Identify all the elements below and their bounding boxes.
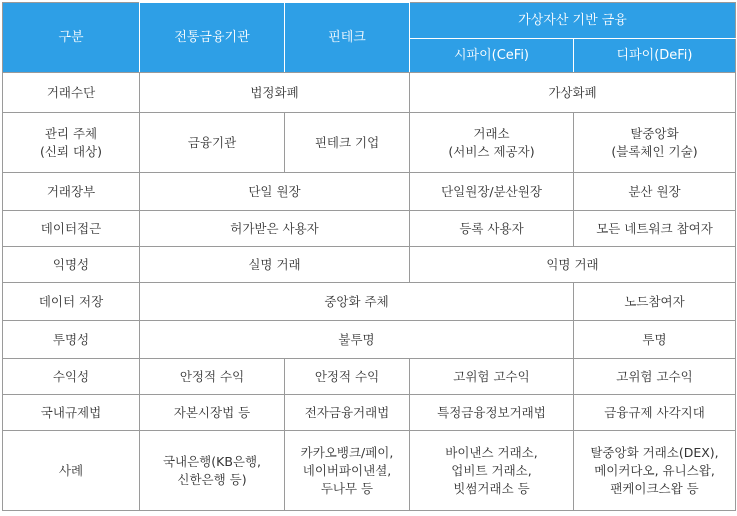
row-anonymity [3, 247, 736, 283]
cell-line: 카카오뱅크/페이, [300, 444, 394, 460]
row-transparency [3, 321, 736, 359]
cell-line: 거래소 [473, 125, 510, 141]
cell-cefi [410, 113, 574, 173]
row-label: 국내규제법 [3, 395, 140, 431]
row-label: 데이터 저장 [3, 283, 140, 321]
cell-defi: 투명 [574, 321, 736, 359]
cell-defi: 모든 네트워크 참여자 [574, 211, 736, 247]
cell-line: 국내은행(KB은행, [162, 453, 262, 469]
cell-traditional-fintech: 허가받은 사용자 [140, 211, 410, 247]
row-profit [3, 359, 736, 395]
row-storage [3, 283, 736, 321]
cell-defi: 금융규제 사각지대 [574, 395, 736, 431]
header-virtual-asset: 가상자산 기반 금융 [410, 3, 736, 39]
cell-traditional: 안정적 수익 [140, 359, 285, 395]
cell-fintech: 전자금융거래법 [285, 395, 410, 431]
cell-defi: 분산 원장 [574, 173, 736, 211]
cell-defi: 고위험 고수익 [574, 359, 736, 395]
cell-traditional [140, 431, 285, 511]
cell-cefi: 단일원장/분산원장 [410, 173, 574, 211]
row-manager [3, 113, 736, 173]
header-defi: 디파이(DeFi) [574, 39, 736, 73]
cell-line: 네이버파이낸셜, [302, 462, 392, 478]
cell-cefi [410, 431, 574, 511]
row-means [3, 73, 736, 113]
cell-span: 불투명 [140, 321, 574, 359]
cell-span: 중앙화 주체 [140, 283, 574, 321]
row-label: 사례 [3, 431, 140, 511]
cell-virtual: 익명 거래 [410, 247, 736, 283]
cell-line: (서비스 제공자) [448, 143, 535, 159]
row-regulation [3, 395, 736, 431]
cell-line: 팬케이크스왑 등 [610, 480, 699, 496]
cell-traditional: 금융기관 [140, 113, 285, 173]
header-gubun: 구분 [3, 3, 140, 73]
cell-cefi: 특정금융정보거래법 [410, 395, 574, 431]
comparison-table [2, 2, 736, 511]
header-row-1 [3, 3, 736, 39]
cell-line: (블록체인 기술) [611, 143, 698, 159]
cell-line: 업비트 거래소, [451, 462, 532, 478]
cell-line: 탈중앙화 [630, 125, 679, 141]
label-line: 관리 주체 [44, 125, 98, 141]
cell-fintech: 안정적 수익 [285, 359, 410, 395]
cell-line: 두나무 등 [320, 480, 374, 496]
row-label: 익명성 [3, 247, 140, 283]
header-fintech: 핀테크 [285, 3, 410, 73]
row-examples [3, 431, 736, 511]
cell-line: 탈중앙화 거래소(DEX), [590, 444, 719, 460]
cell-cefi: 등록 사용자 [410, 211, 574, 247]
cell-traditional-fintech: 법정화폐 [140, 73, 410, 113]
row-label: 거래수단 [3, 73, 140, 113]
cell-virtual: 가상화폐 [410, 73, 736, 113]
cell-traditional-fintech: 실명 거래 [140, 247, 410, 283]
cell-fintech [285, 431, 410, 511]
row-access [3, 211, 736, 247]
cell-traditional-fintech: 단일 원장 [140, 173, 410, 211]
row-label: 투명성 [3, 321, 140, 359]
cell-fintech: 핀테크 기업 [285, 113, 410, 173]
cell-defi: 노드참여자 [574, 283, 736, 321]
row-label: 데이터접근 [3, 211, 140, 247]
header-cefi: 시파이(CeFi) [410, 39, 574, 73]
cell-traditional: 자본시장법 등 [140, 395, 285, 431]
cell-line: 바이낸스 거래소, [445, 444, 538, 460]
cell-line: 빗썸거래소 등 [453, 480, 530, 496]
header-traditional: 전통금융기관 [140, 3, 285, 73]
cell-line: 신한은행 등) [177, 471, 247, 487]
row-ledger [3, 173, 736, 211]
cell-cefi: 고위험 고수익 [410, 359, 574, 395]
row-label [3, 113, 140, 173]
cell-defi [574, 431, 736, 511]
label-line: (신뢰 대상) [39, 143, 103, 159]
cell-defi [574, 113, 736, 173]
row-label: 거래장부 [3, 173, 140, 211]
row-label: 수익성 [3, 359, 140, 395]
cell-line: 메이커다오, 유니스왑, [594, 462, 715, 478]
